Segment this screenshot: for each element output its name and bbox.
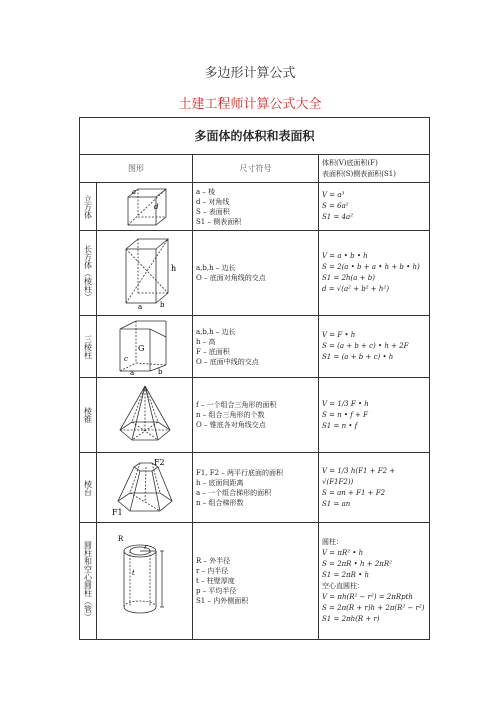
table-row [80, 316, 429, 378]
formulas-cell: V = a • b • h S = 2(a • b + a • h + b • h) S1 = 2h(a + b) d = √(a² + b² + h²) [322, 252, 420, 293]
formulas-cell: 圆柱： V = πR² • h S = 2πR • h + 2πR² S1 = 2πR • h 空心直圆柱： V = πh(R² − r²) = 2πRpth S = 2π(R + r)h + 2π(R² − r²) S1 = 2πh(R + r) [322, 538, 425, 623]
header-symbols: 尺寸符号 [193, 155, 319, 182]
table-row [80, 183, 429, 231]
cylinder-figure [97, 523, 193, 639]
page-title: 多边形计算公式 [204, 66, 296, 81]
svg-text:F1: F1 [111, 507, 123, 517]
frustum-figure [97, 453, 193, 522]
table-row [80, 378, 429, 453]
table-row [80, 453, 429, 523]
table-row [80, 523, 429, 639]
svg-text:h: h [170, 264, 176, 273]
header-formulas: 体积(V)底面积(F) 表面积(S)侧表面积(S1) [322, 158, 396, 178]
row-name: 棱锥 [80, 378, 97, 452]
formula-table [79, 117, 430, 640]
formulas-cell: V = 1/3 F • h S = n • f + F S1 = n • f [322, 399, 369, 430]
svg-text:R: R [117, 535, 123, 543]
svg-text:r: r [143, 543, 147, 551]
formulas-cell: V = 1/3 h(F1 + F2 + √(F1F2)) S = an + F1 + F2 S1 = an [322, 466, 396, 508]
svg-text:b: b [159, 301, 164, 309]
svg-text:a: a [137, 303, 142, 311]
symbols-cell: f – 一个组合三角形的面积 n – 组合三角形的个数 O – 锥底各对角线交点 [193, 378, 319, 452]
symbols-cell: R – 外半径 r – 内半径 t – 柱壁厚度 p – 平均半径 S1 – 内外侧面积 [193, 523, 319, 639]
table-heading: 多面体的体积和表面积 [80, 118, 429, 155]
svg-text:F2: F2 [153, 457, 165, 467]
svg-text:t: t [131, 569, 135, 577]
formulas-cell: V = a³ S = 6a² S1 = 4a² [322, 191, 353, 221]
prism-figure [97, 316, 193, 377]
row-name: 立方体 [80, 183, 97, 230]
row-name: 圆柱和空心圆柱（管） [80, 523, 97, 639]
svg-text:a: a [129, 368, 134, 375]
table-row [80, 231, 429, 316]
svg-text:b: b [157, 367, 162, 375]
row-name: 长方体（棱柱） [80, 231, 97, 315]
page-subtitle: 土建工程师计算公式大全 [178, 97, 322, 112]
symbols-cell: a,b,h – 边长 O – 底面对角线的交点 [193, 231, 319, 315]
pyramid-figure [97, 378, 193, 452]
row-name: 棱台 [80, 453, 97, 522]
symbols-cell: a,b,h – 边长 h – 高 F – 底面积 O – 底面中线的交点 [193, 316, 319, 377]
cuboid-figure [97, 231, 193, 315]
svg-text:G: G [137, 343, 144, 353]
symbols-cell: a – 棱 d – 对角线 S – 表面积 S1 – 侧表面积 [193, 183, 319, 230]
symbols-cell: F1, F2 – 两平行底面的面积 h – 底面间距离 a – 一个组合梯形的面积 n – 组合梯形数 [193, 453, 319, 522]
svg-text:a: a [131, 187, 136, 196]
header-figure: 图形 [80, 155, 193, 182]
cube-figure [97, 183, 193, 230]
svg-text:d: d [153, 202, 158, 211]
row-name: 三棱柱 [80, 316, 97, 377]
svg-text:c: c [123, 354, 128, 363]
formulas-cell: V = F • h S = (a + b + c) • h + 2F S1 = (a + b + c) • h [322, 331, 409, 361]
table-header-row [80, 155, 429, 183]
